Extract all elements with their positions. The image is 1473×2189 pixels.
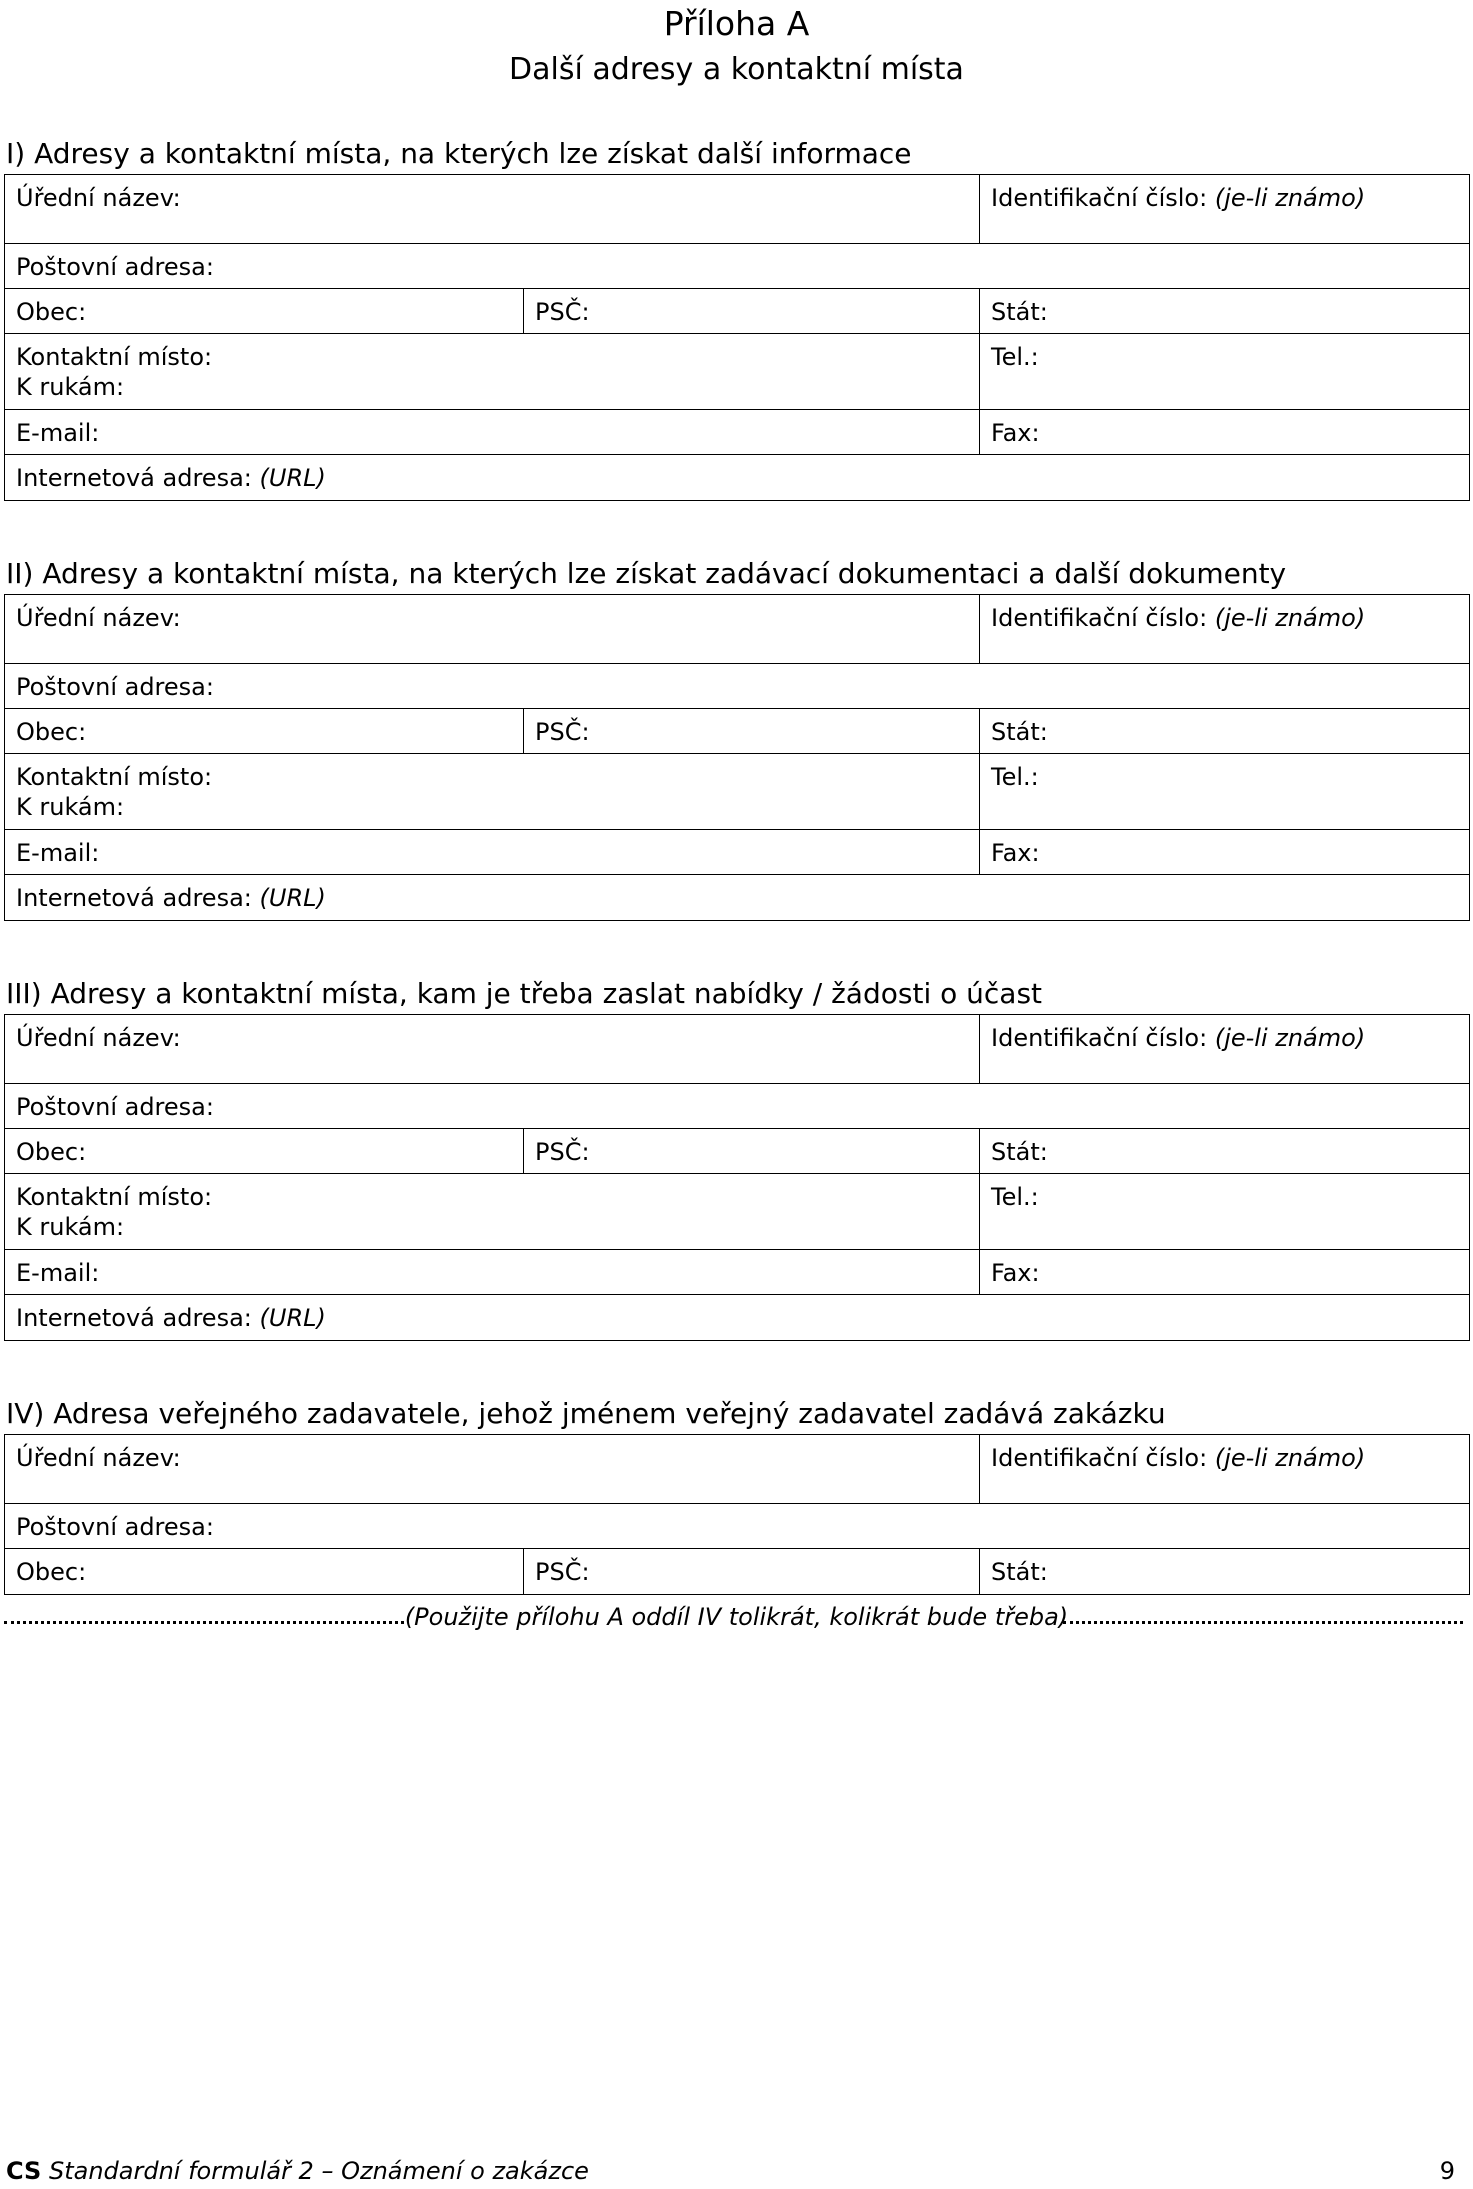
email-row [5,830,1469,875]
postcode-field[interactable]: PSČ: [523,1549,977,1594]
postal-address-row [5,1084,1469,1129]
postal-address-row [5,244,1469,289]
id-number-field[interactable]: Identifikační číslo: (je-li známo) [979,595,1469,663]
section-1-form [4,174,1470,501]
repeat-note: (Použijte přílohu A oddíl IV tolikrát, kolikrát bude třeba) [404,1603,1069,1631]
town-field[interactable]: Obec: [16,718,87,746]
internet-row [5,455,1469,500]
town-row [5,1129,1469,1174]
contact-point-field[interactable]: Kontaktní místo: K rukám: [16,763,213,821]
footer-lang: CS [6,2157,42,2185]
email-row [5,1250,1469,1295]
section-3-heading: III) Adresy a kontaktní místa, kam je třeba zaslat nabídky / žádosti o účast [6,977,1043,1010]
official-name-row [5,595,1469,664]
town-row [5,709,1469,754]
fax-field[interactable]: Fax: [979,1250,1469,1294]
page-footer [6,2157,1455,2185]
email-field[interactable]: E-mail: [16,419,100,447]
section-4-heading: IV) Adresa veřejného zadavatele, jehož jménem veřejný zadavatel zadává zakázku [6,1397,1166,1430]
country-field[interactable]: Stát: [979,709,1469,753]
contact-row [5,1174,1469,1250]
page-number: 9 [1439,2157,1455,2185]
internet-row [5,875,1469,920]
postcode-field[interactable]: PSČ: [523,1129,977,1173]
id-number-field[interactable]: Identifikační číslo: (je-li známo) [979,1435,1469,1503]
email-row [5,410,1469,455]
section-2-form [4,594,1470,921]
country-field[interactable]: Stát: [979,1129,1469,1173]
official-name-field[interactable]: Úřední název: [16,1444,181,1472]
internet-row [5,1295,1469,1340]
postcode-field[interactable]: PSČ: [523,289,977,333]
official-name-field[interactable]: Úřední název: [16,1024,181,1052]
country-field[interactable]: Stát: [979,289,1469,333]
fax-field[interactable]: Fax: [979,410,1469,454]
country-field[interactable]: Stát: [979,1549,1469,1594]
official-name-field[interactable]: Úřední název: [16,604,181,632]
fax-field[interactable]: Fax: [979,830,1469,874]
footer-form-name: Standardní formulář 2 – Oznámení o zakázce [48,2157,589,2185]
page-title: Příloha A [663,4,810,43]
official-name-row [5,1015,1469,1084]
phone-field[interactable]: Tel.: [979,754,1469,829]
dotted-leader-right [1063,1621,1463,1624]
phone-field[interactable]: Tel.: [979,334,1469,409]
contact-point-field[interactable]: Kontaktní místo: K rukám: [16,343,213,401]
town-row [5,1549,1469,1594]
internet-address-field[interactable]: Internetová adresa: (URL) [16,464,326,492]
town-field[interactable]: Obec: [16,298,87,326]
id-number-field[interactable]: Identifikační číslo: (je-li známo) [979,1015,1469,1083]
postal-address-row [5,664,1469,709]
internet-address-field[interactable]: Internetová adresa: (URL) [16,884,326,912]
contact-row [5,334,1469,410]
official-name-row [5,1435,1469,1504]
postal-address-row [5,1504,1469,1549]
contact-point-field[interactable]: Kontaktní místo: K rukám: [16,1183,213,1241]
section-3-form [4,1014,1470,1341]
official-name-row [5,175,1469,244]
phone-field[interactable]: Tel.: [979,1174,1469,1249]
id-number-field[interactable]: Identifikační číslo: (je-li známo) [979,175,1469,243]
postal-address-field[interactable]: Poštovní adresa: [16,673,214,701]
email-field[interactable]: E-mail: [16,839,100,867]
email-field[interactable]: E-mail: [16,1259,100,1287]
postal-address-field[interactable]: Poštovní adresa: [16,1093,214,1121]
internet-address-field[interactable]: Internetová adresa: (URL) [16,1304,326,1332]
section-1-heading: I) Adresy a kontaktní místa, na kterých lze získat další informace [6,137,912,170]
postal-address-field[interactable]: Poštovní adresa: [16,1513,214,1541]
postal-address-field[interactable]: Poštovní adresa: [16,253,214,281]
town-field[interactable]: Obec: [16,1558,87,1586]
official-name-field[interactable]: Úřední název: [16,184,181,212]
town-row [5,289,1469,334]
postcode-field[interactable]: PSČ: [523,709,977,753]
section-4-form [4,1434,1470,1595]
contact-row [5,754,1469,830]
section-2-heading: II) Adresy a kontaktní místa, na kterých lze získat zadávací dokumentaci a další dokumenty [6,557,1287,590]
page-subtitle: Další adresy a kontaktní místa [509,52,964,87]
town-field[interactable]: Obec: [16,1138,87,1166]
